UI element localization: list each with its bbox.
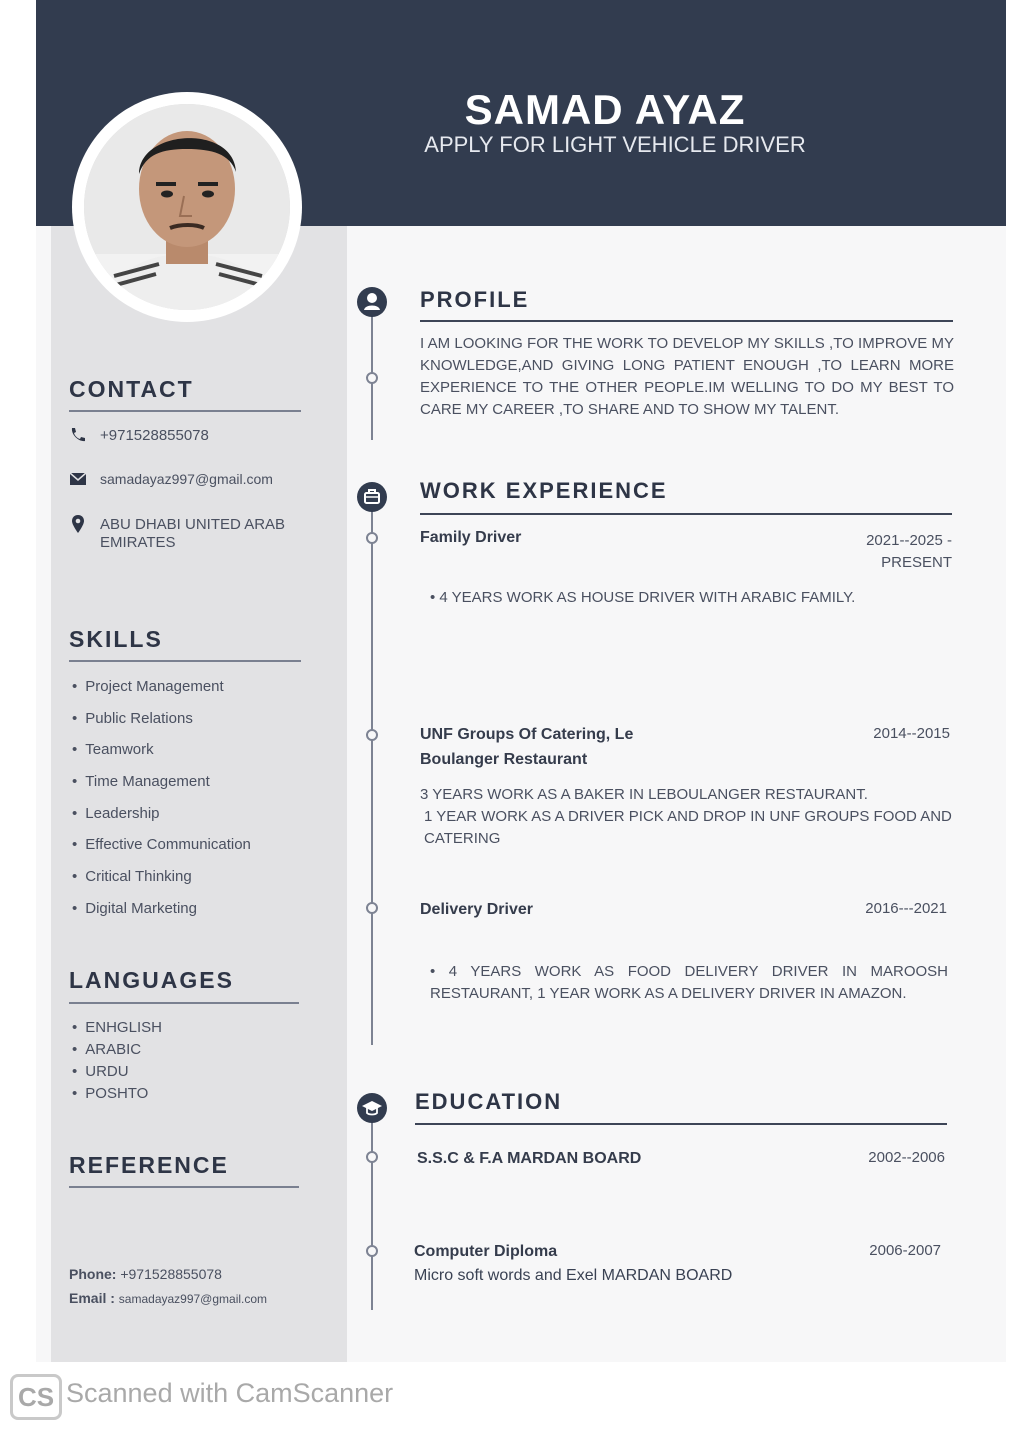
job-date-1-line1: 2021--2025 - <box>866 532 952 549</box>
job-date-1 <box>790 530 952 574</box>
skill-item: • Teamwork <box>72 741 312 773</box>
skills-list <box>72 678 312 932</box>
job-desc-3: • 4 YEARS WORK AS FOOD DELIVERY DRIVER IN MAROOSH RESTAURANT, 1 YEAR WORK AS A DELIVERY DRIVER IN AMAZON. <box>430 963 948 1002</box>
phone-icon <box>69 427 87 448</box>
skill-item: • Critical Thinking <box>72 868 312 900</box>
languages-divider <box>69 1002 299 1004</box>
job-desc-2-line1: 3 YEARS WORK AS A BAKER IN LEBOULANGER RESTAURANT. <box>420 786 868 803</box>
reference-divider <box>69 1186 299 1188</box>
job-title-2-line2: Boulanger Restaurant <box>420 751 588 768</box>
contact-address <box>100 516 285 552</box>
timeline-line-profile <box>371 300 373 440</box>
job-date-1-line2: PRESENT <box>881 554 952 571</box>
timeline-dot <box>366 1151 378 1163</box>
job-date-3: 2016---2021 <box>865 900 947 917</box>
timeline-dot <box>366 729 378 741</box>
language-item: • ARABIC <box>72 1041 272 1063</box>
education-date-2: 2006-2007 <box>869 1242 941 1259</box>
skill-item: • Public Relations <box>72 710 312 742</box>
email-icon <box>69 472 87 491</box>
job-title-3: Delivery Driver <box>420 901 533 918</box>
scanner-watermark: Scanned with CamScanner <box>66 1378 394 1408</box>
education-date-1: 2002--2006 <box>868 1149 945 1166</box>
languages-list <box>72 1019 272 1107</box>
profile-photo <box>84 104 290 310</box>
job-date-2: 2014--2015 <box>873 725 950 742</box>
timeline-dot <box>366 1245 378 1257</box>
education-divider <box>415 1123 947 1125</box>
reference-email <box>69 1290 267 1306</box>
job-title-2 <box>420 722 633 772</box>
reference-heading: REFERENCE <box>69 1152 229 1178</box>
skill-item: • Effective Communication <box>72 836 312 868</box>
job-desc-1: • 4 YEARS WORK AS HOUSE DRIVER WITH ARABIC FAMILY. <box>430 589 856 606</box>
candidate-name: SAMAD AYAZ <box>464 86 746 133</box>
reference-phone-value[interactable]: +971528855078 <box>120 1266 222 1282</box>
language-item: • POSHTO <box>72 1085 272 1107</box>
languages-heading: LANGUAGES <box>69 967 234 993</box>
language-item: • ENHGLISH <box>72 1019 272 1041</box>
education-sub-2: Micro soft words and Exel MARDAN BOARD <box>414 1267 733 1284</box>
location-icon <box>71 514 85 539</box>
timeline-line-experience <box>371 490 373 1045</box>
education-title-1: S.S.C & F.A MARDAN BOARD <box>417 1150 642 1167</box>
skill-item: • Project Management <box>72 678 312 710</box>
skills-heading: SKILLS <box>69 626 163 652</box>
skills-divider <box>69 660 301 662</box>
reference-email-label: Email : <box>69 1290 115 1306</box>
address-line-1: ABU DHABI UNITED ARAB <box>100 516 286 533</box>
skill-item: • Digital Marketing <box>72 900 312 932</box>
job-title-1: Family Driver <box>420 529 522 546</box>
job-title-2-line1: UNF Groups Of Catering, Le <box>420 726 634 743</box>
contact-phone[interactable]: +971528855078 <box>100 427 209 444</box>
contact-email[interactable]: samadayaz997@gmail.com <box>100 471 273 487</box>
contact-divider <box>69 410 301 412</box>
timeline-dot <box>366 532 378 544</box>
reference-phone <box>69 1266 222 1282</box>
address-line-2: EMIRATES <box>100 534 176 551</box>
experience-divider <box>420 513 952 515</box>
skill-item: • Time Management <box>72 773 312 805</box>
timeline-line-education <box>371 1100 373 1310</box>
profile-heading: PROFILE <box>420 287 530 312</box>
language-item: • URDU <box>72 1063 272 1085</box>
profile-icon <box>357 287 387 317</box>
job-desc-2 <box>420 784 960 850</box>
reference-email-value[interactable]: samadayaz997@gmail.com <box>118 1292 268 1306</box>
timeline-dot <box>366 902 378 914</box>
graduation-cap-icon <box>357 1093 387 1123</box>
education-title-2: Computer Diploma <box>414 1243 558 1260</box>
job-desc-2-line2: 1 YEAR WORK AS A DRIVER PICK AND DROP IN UNF GROUPS FOOD AND CATERING <box>424 808 952 847</box>
profile-divider <box>420 320 953 322</box>
reference-phone-label: Phone: <box>69 1266 117 1282</box>
education-heading: EDUCATION <box>415 1089 563 1114</box>
timeline-dot <box>366 372 378 384</box>
contact-heading: CONTACT <box>69 376 194 402</box>
job-title: APPLY FOR LIGHT VEHICLE DRIVER <box>424 132 806 157</box>
skill-item: • Leadership <box>72 805 312 837</box>
briefcase-icon <box>357 482 387 512</box>
experience-heading: WORK EXPERIENCE <box>420 478 668 503</box>
camscanner-logo: CS <box>10 1374 62 1420</box>
profile-text: I AM LOOKING FOR THE WORK TO DEVELOP MY SKILLS ,TO IMPROVE MY KNOWLEDGE,AND GIVING LONG PATIENT ENOUGH ,TO LEARN MORE EXPERIENCE TO THE OTHER PEOPLE.IM WELLING TO DO MY BEST TO CARE MY CAREER ,TO SHARE AND TO SHOW MY TALENT. <box>420 335 954 418</box>
